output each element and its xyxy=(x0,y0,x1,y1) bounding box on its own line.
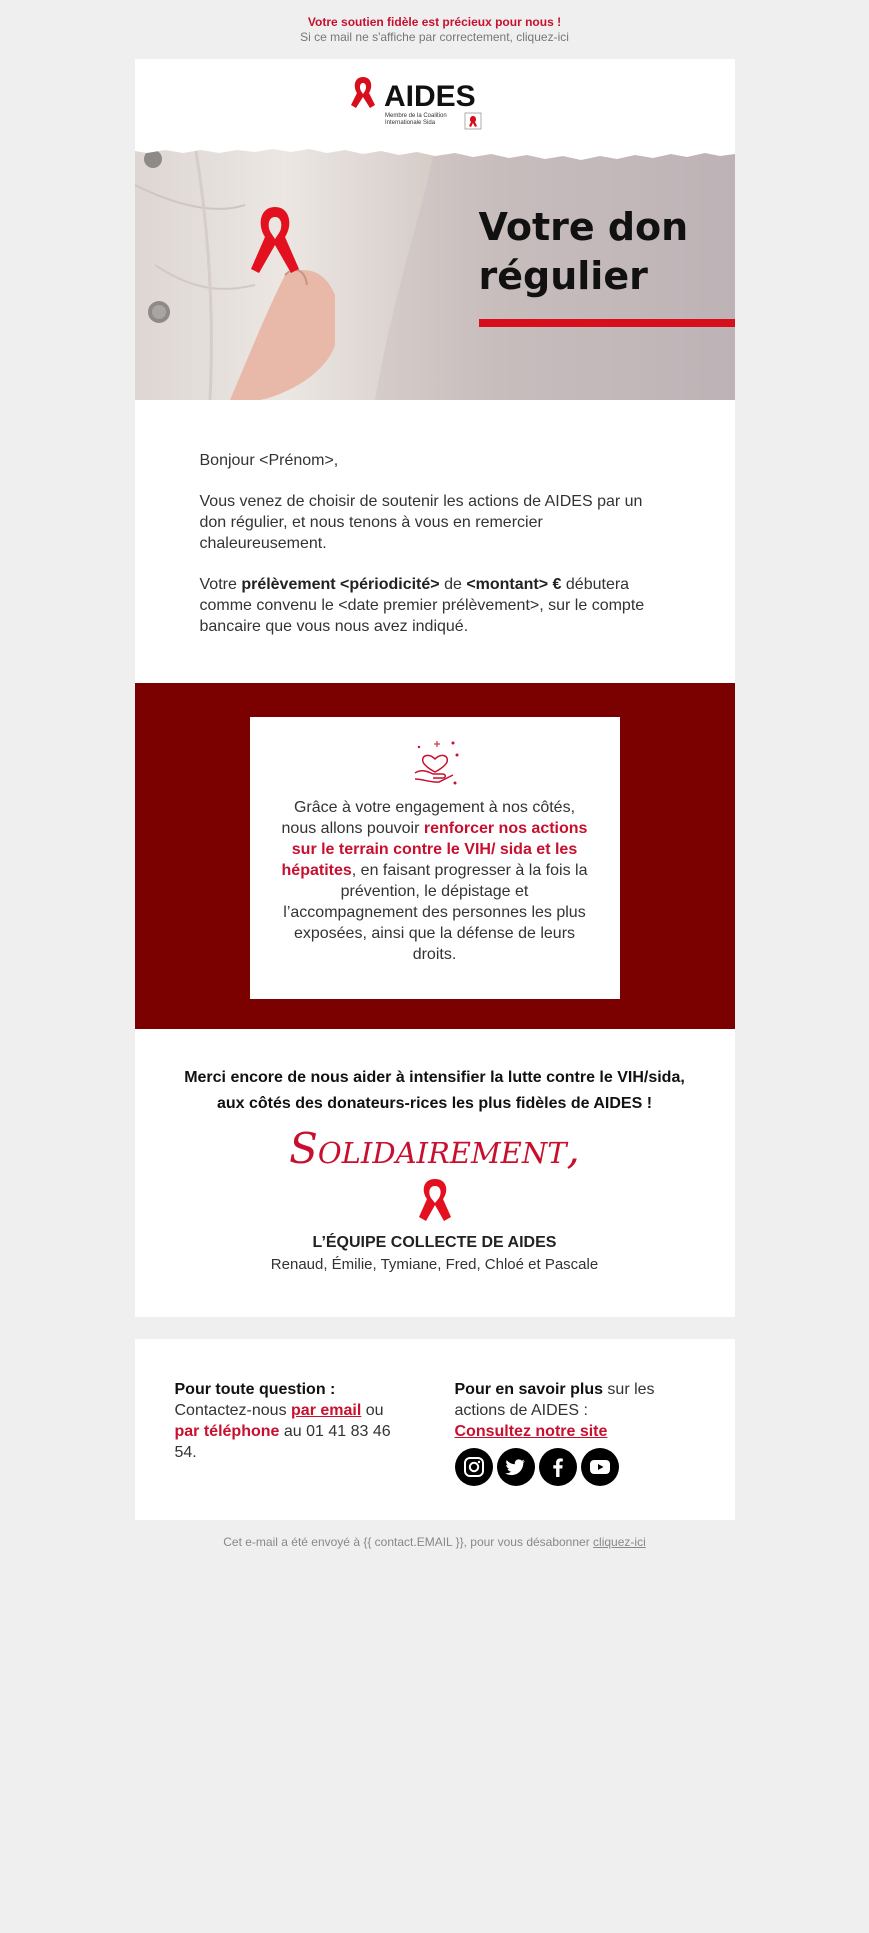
preheader-tagline: Votre soutien fidèle est précieux pour nous ! xyxy=(307,15,562,29)
heart-hand-icon xyxy=(409,735,461,787)
logo-subtitle-1: Membre de la Coalition xyxy=(384,113,447,119)
youtube-icon[interactable] xyxy=(581,1448,619,1486)
footer-contact xyxy=(175,1379,415,1486)
contact-prefix: Contactez-nous xyxy=(174,1402,292,1419)
email-link[interactable]: par email xyxy=(291,1402,362,1419)
torn-paper-edge xyxy=(135,145,735,168)
more-title: Pour en savoir plus xyxy=(454,1381,603,1398)
logo-row xyxy=(135,59,735,145)
phone-link[interactable]: par téléphone xyxy=(174,1423,280,1440)
hero-title xyxy=(479,203,689,301)
sent-to-text: Cet e-mail a été envoyé à {{ contact.EMAIL }}, pour vous désabonner xyxy=(223,1535,594,1549)
hero-photo xyxy=(135,145,465,400)
engagement-text-2: , en faisant progresser à la fois la prévention, le dépistage et l’accompagnement des personnes les plus exposées, ainsi que la défense de leurs droits. xyxy=(283,862,588,963)
unsubscribe-note xyxy=(0,1535,869,1549)
question-title: Pour toute question : xyxy=(174,1381,336,1398)
logo-subtitle-2: Internationale Sida xyxy=(384,120,435,126)
intro-paragraph-1: Vous venez de choisir de soutenir les actions de AIDES par un don régulier, et nous tenons à vous en remercier chaleureusement. xyxy=(199,493,643,552)
hero-title-line2: régulier xyxy=(478,254,648,298)
engagement-highlight: renforcer nos actions sur le terrain contre le VIH/ sida et les hépatites xyxy=(281,820,588,879)
twitter-icon[interactable] xyxy=(497,1448,535,1486)
p2-text-1: Votre xyxy=(199,576,242,593)
red-ribbon-icon xyxy=(417,1177,453,1225)
footer-more xyxy=(455,1379,695,1486)
contact-or: ou xyxy=(361,1402,384,1419)
view-online-link[interactable]: Si ce mail ne s'affiche par correctement, cliquez-ici xyxy=(300,30,569,44)
p2-text-3: débutera comme convenu le <date premier prélèvement>, sur le compte bancaire que vous nous avez indiqué. xyxy=(199,576,645,635)
social-links xyxy=(455,1448,695,1486)
engagement-text-1: Grâce à votre engagement à nos côtés, nous allons pouvoir xyxy=(281,799,576,837)
team-name: L’ÉQUIPE COLLECTE DE AIDES xyxy=(312,1234,557,1251)
intro-section xyxy=(135,400,735,683)
aides-logo[interactable] xyxy=(351,75,483,131)
engagement-section xyxy=(135,683,735,1029)
team-members: Renaud, Émilie, Tymiane, Fred, Chloé et Pascale xyxy=(270,1256,599,1273)
closing-section xyxy=(135,1029,735,1317)
engagement-box xyxy=(250,717,620,999)
unsubscribe-link[interactable]: cliquez-ici xyxy=(593,1535,646,1549)
hero-banner xyxy=(135,145,735,400)
p2-text-2: de xyxy=(439,576,467,593)
intro-paragraph-2 xyxy=(200,574,670,637)
greeting: Bonjour <Prénom>, xyxy=(199,452,339,469)
logo-wordmark: AIDES xyxy=(383,80,476,113)
website-link[interactable]: Consultez notre site xyxy=(454,1423,608,1440)
instagram-icon[interactable] xyxy=(455,1448,493,1486)
preheader xyxy=(0,0,869,45)
p2-periodicity: prélèvement <périodicité> xyxy=(241,576,440,593)
more-text: sur les actions de AIDES : xyxy=(454,1381,655,1419)
phone-number: au 01 41 83 46 54. xyxy=(174,1423,391,1461)
hero-title-line1: Votre don xyxy=(478,205,689,249)
signature-solidairement: Solidairement, xyxy=(289,1124,580,1173)
p2-amount: <montant> € xyxy=(466,576,562,593)
email-container xyxy=(135,59,735,1317)
merci-line-2: aux côtés des donateurs-rices les plus fidèles de AIDES ! xyxy=(216,1095,653,1112)
facebook-icon[interactable] xyxy=(539,1448,577,1486)
hero-accent-bar xyxy=(479,319,735,327)
merci-line-1: Merci encore de nous aider à intensifier la lutte contre le VIH/sida, xyxy=(184,1069,685,1086)
footer xyxy=(135,1339,735,1520)
